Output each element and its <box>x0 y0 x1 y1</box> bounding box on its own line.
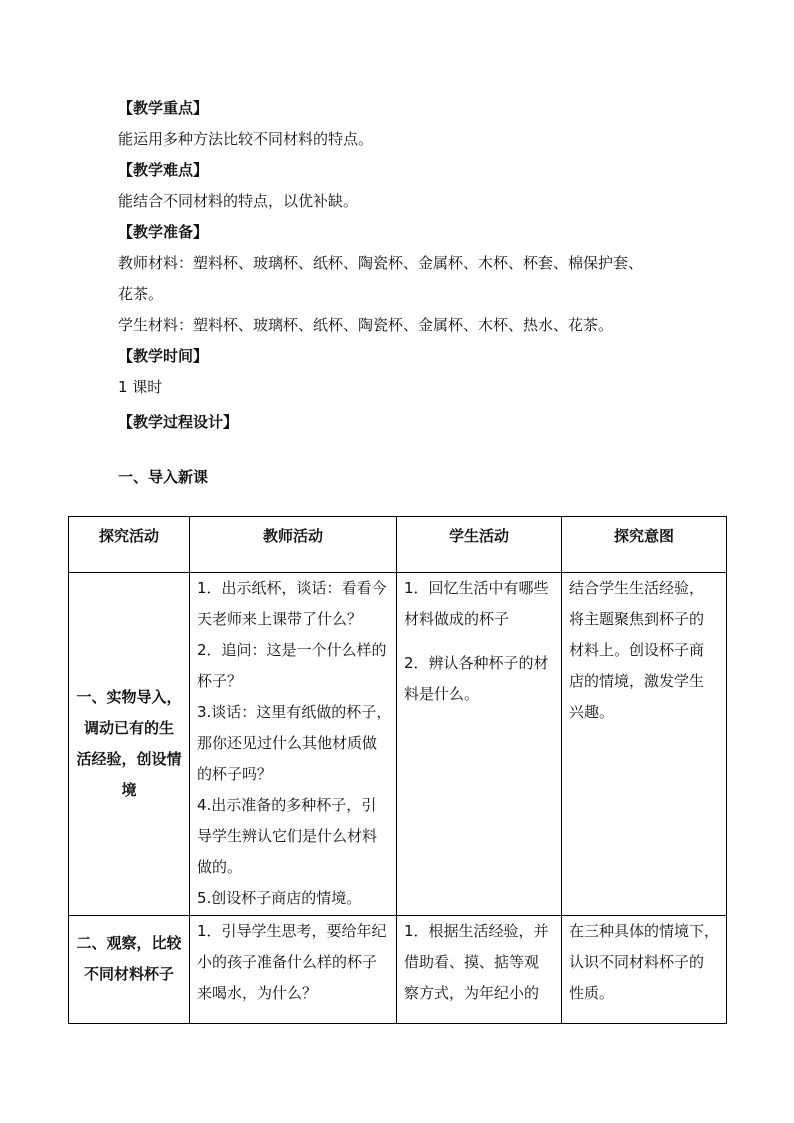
intent-line: 在三种具体的情境下， <box>569 922 720 940</box>
intent-line: 店的情境，激发学生 <box>569 672 705 690</box>
intent-cell <box>562 573 727 916</box>
intent-line: 兴趣。 <box>569 703 615 721</box>
teacher-line: 5.创设杯子商店的情境。 <box>197 889 362 907</box>
teacher-line: 3.谈话：这里有纸做的杯子， <box>197 703 392 721</box>
intent-line: 性质。 <box>569 984 615 1002</box>
intent-line: 材料上。创设杯子商 <box>569 641 705 659</box>
teacher-cell <box>190 573 397 916</box>
table-row <box>69 573 727 916</box>
time-text: 1 课时 <box>118 378 163 396</box>
student-cell <box>397 573 562 916</box>
heading-time: 【教学时间】 <box>118 347 209 365</box>
teacher-line: 来喝水，为什么？ <box>197 984 318 1002</box>
heading-preparation: 【教学准备】 <box>118 223 209 241</box>
student-line: 料是什么。 <box>404 685 480 703</box>
teacher-line: 那你还见过什么其他材质做 <box>197 734 378 752</box>
teacher-line: 2．追问：这是一个什么样的 <box>197 641 387 659</box>
student-materials-text: 学生材料：塑料杯、玻璃杯、纸杯、陶瓷杯、金属杯、木杯、热水、花茶。 <box>118 316 614 334</box>
header-activity: 探究活动 <box>98 527 159 545</box>
difficulties-text: 能结合不同材料的特点，以优补缺。 <box>118 192 359 210</box>
activity-line: 二、观察，比较 <box>76 934 182 952</box>
teacher-line: 做的。 <box>197 858 243 876</box>
heading-key-points: 【教学重点】 <box>118 99 209 117</box>
teacher-line: 导学生辨认它们是什么材料 <box>197 827 378 845</box>
activity-line: 境 <box>121 781 137 799</box>
key-points-text: 能运用多种方法比较不同材料的特点。 <box>118 130 374 148</box>
student-line: 1．回忆生活中有哪些 <box>404 579 549 597</box>
intent-line: 结合学生生活经验， <box>569 579 705 597</box>
teacher-line: 小的孩子准备什么样的杯子 <box>197 953 378 971</box>
activity-line: 不同材料杯子 <box>83 965 174 983</box>
student-line: 2．辨认各种杯子的材 <box>404 654 549 672</box>
header-student: 学生活动 <box>448 527 509 545</box>
activity-line: 一、实物导入， <box>76 688 182 706</box>
lesson-table <box>68 516 727 1024</box>
activity-cell <box>69 916 189 990</box>
teacher-cell <box>190 916 397 1024</box>
header-intent: 探究意图 <box>613 527 674 545</box>
intent-line: 认识不同材料杯子的 <box>569 953 705 971</box>
student-line: 1．根据生活经验，并 <box>404 922 549 940</box>
teacher-line: 天老师来上课带了什么？ <box>197 610 363 628</box>
teacher-line: 4.出示准备的多种杯子，引 <box>197 796 377 814</box>
teacher-materials-continued: 花茶。 <box>118 285 164 303</box>
teacher-line: 杯子？ <box>197 672 243 690</box>
intent-cell <box>562 916 727 1024</box>
heading-process: 【教学过程设计】 <box>118 413 239 431</box>
activity-cell <box>69 682 189 806</box>
student-line: 材料做成的杯子 <box>404 610 510 628</box>
student-cell <box>397 916 562 1024</box>
student-line: 借助看、摸、掂等观 <box>404 953 540 971</box>
table-header-row <box>69 517 727 573</box>
student-line: 察方式，为年纪小的 <box>404 984 540 1002</box>
heading-difficulties: 【教学难点】 <box>118 161 209 179</box>
header-teacher: 教师活动 <box>262 527 323 545</box>
activity-line: 活经验，创设情 <box>76 750 182 768</box>
teacher-line: 的杯子吗？ <box>197 765 273 783</box>
activity-line: 调动已有的生 <box>83 719 174 737</box>
teacher-line: 1．引导学生思考，要给年纪 <box>197 922 387 940</box>
table-row <box>69 916 727 1024</box>
teacher-materials-text: 教师材料：塑料杯、玻璃杯、纸杯、陶瓷杯、金属杯、木杯、杯套、棉保护套、 <box>118 254 644 272</box>
intent-line: 将主题聚焦到杯子的 <box>569 610 705 628</box>
part-heading: 一、导入新课 <box>118 468 209 486</box>
teacher-line: 1．出示纸杯，谈话：看看今 <box>197 579 387 597</box>
